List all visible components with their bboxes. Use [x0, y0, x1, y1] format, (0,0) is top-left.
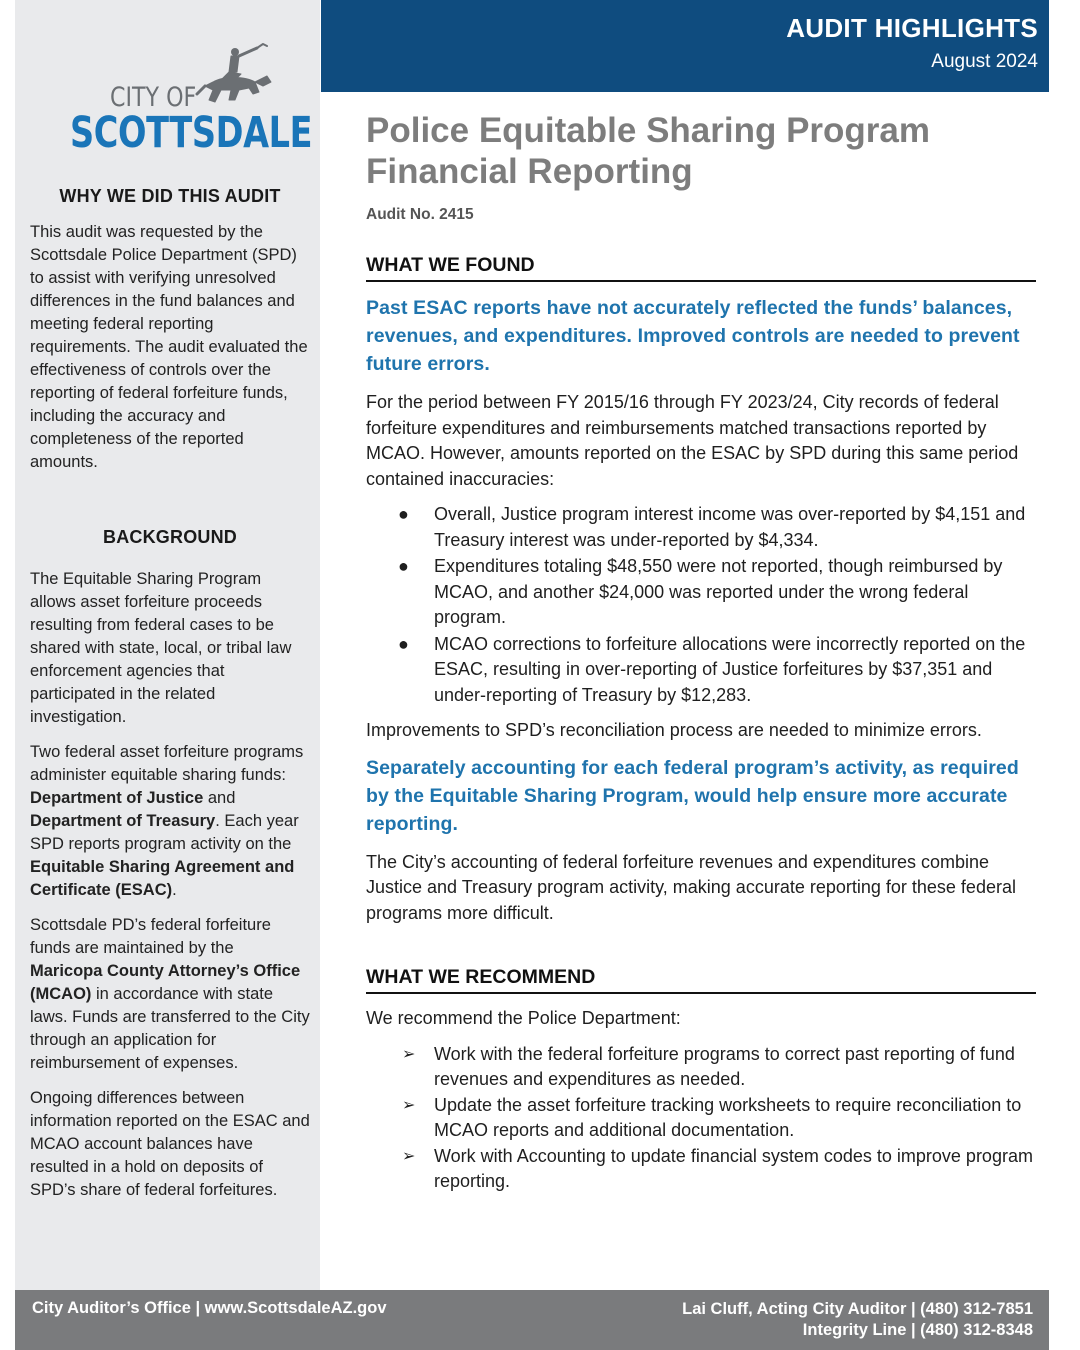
report-date: August 2024: [931, 51, 1038, 72]
arrow-bullet-icon: ➢: [402, 1147, 416, 1165]
background-paragraph-4: Ongoing differences between information reported on the ESAC and MCAO account balances have resulted in a hold on deposits of SPD’s share of federal forfeitures.: [30, 1089, 310, 1199]
list-item: ● Expenditures totaling $48,550 were not reported, though reimbursed by MCAO, and another $24,000 was reported under the wrong federal program.: [398, 556, 1003, 627]
what-we-recommend-heading: WHAT WE RECOMMEND: [366, 966, 1036, 994]
arrow-bullet-icon: ➢: [402, 1096, 416, 1114]
recommendations-list: [366, 1042, 1036, 1195]
list-item: ● MCAO corrections to forfeiture allocations were incorrectly reported on the ESAC, resulting in over-reporting of Justice forfeitures by $37,351 and under-reporting of Treasury by $12,283.: [398, 633, 1026, 705]
list-item: ● Overall, Justice program interest income was over-reported by $4,151 and Treasury interest was under-reported by $4,334.: [398, 504, 1026, 550]
background-paragraph-1: The Equitable Sharing Program allows asset forfeiture proceeds resulting from federal cases to be shared with state, local, or tribal law enforcement agencies that participated in the related investigation.: [30, 570, 292, 726]
why-section: [30, 186, 310, 486]
audit-number: Audit No. 2415: [366, 206, 474, 223]
finding-1: Past ESAC reports have not accurately reflected the funds’ balances, revenues, and expenditures. Improved controls are needed to prevent future errors.: [366, 297, 1020, 375]
footer-contacts: [682, 1299, 1033, 1341]
found-paragraph-2: Improvements to SPD’s reconciliation process are needed to minimize errors.: [366, 720, 982, 740]
background-paragraph-3: Scottsdale PD’s federal forfeiture funds are maintained by the Maricopa County Attorney’s Office (MCAO) in accordance with state laws. Funds are transferred to the City through an application for reimbursement of expenses.: [30, 916, 310, 1072]
why-text: This audit was requested by the Scottsdale Police Department (SPD) to assist with verifying unresolved differences in the fund balances and meeting federal reporting requirements. The audit evaluated the effectiveness of controls over the reporting of federal forfeiture funds, including the accuracy and completeness of the reported amounts.: [30, 223, 308, 471]
recommend-intro: We recommend the Police Department:: [366, 1008, 681, 1028]
found-paragraph-1: For the period between FY 2015/16 through FY 2023/24, City records of federal forfeiture expenditures and reimbursements matched transactions reported by MCAO. However, amounts reported on the ESAC by SPD during this same period contained inaccuracies:: [366, 392, 1019, 489]
page-title: Police Equitable Sharing Program Financial Reporting: [366, 111, 931, 191]
logo-scottsdale: SCOTTSDALE: [70, 108, 313, 158]
background-section: [30, 527, 310, 1214]
main-content: [366, 110, 1036, 1195]
finding-2: Separately accounting for each federal program’s activity, as required by the Equitable Sharing Program, would help ensure more accurate reporting.: [366, 756, 1019, 835]
background-paragraph-2: Two federal asset forfeiture programs administer equitable sharing funds: Department of Justice and Department of Treasury. Each year SPD reports program activity on the Equitable Sharing Agreement and Certificate (ESAC).: [30, 743, 304, 899]
bullet-icon: ●: [398, 504, 409, 524]
footer: [15, 1290, 1049, 1350]
background-heading: BACKGROUND: [103, 527, 237, 547]
arrow-bullet-icon: ➢: [402, 1045, 416, 1063]
found-paragraph-3: The City’s accounting of federal forfeiture revenues and expenditures combine Justice and Treasury program activity, making accurate reporting for these federal programs more difficult.: [366, 851, 1016, 923]
list-item: ➢ Work with the federal forfeiture programs to correct past reporting of fund revenues and expenditures as needed.: [402, 1043, 1015, 1089]
bullet-icon: ●: [398, 556, 409, 576]
sidebar: [15, 0, 320, 1290]
header-band: [321, 0, 1049, 92]
why-heading: WHY WE DID THIS AUDIT: [59, 186, 281, 206]
what-we-found-heading: WHAT WE FOUND: [366, 254, 1036, 282]
findings-list: [366, 502, 1036, 708]
footer-office-link[interactable]: City Auditor’s Office | www.ScottsdaleAZ.gov: [32, 1299, 387, 1317]
footer-auditor-contact: Lai Cluff, Acting City Auditor | (480) 312-7851: [682, 1300, 1033, 1318]
logo-city-of: CITY OF: [110, 82, 197, 113]
footer-integrity-line: Integrity Line | (480) 312-8348: [802, 1321, 1033, 1339]
city-logo: [15, 30, 320, 160]
audit-highlights-title: AUDIT HIGHLIGHTS: [786, 13, 1038, 43]
list-item: ➢ Work with Accounting to update financial system codes to improve program reporting.: [402, 1145, 1033, 1191]
bullet-icon: ●: [398, 633, 409, 654]
list-item: ➢ Update the asset forfeiture tracking worksheets to require reconciliation to MCAO reports and additional documentation.: [402, 1094, 1022, 1140]
